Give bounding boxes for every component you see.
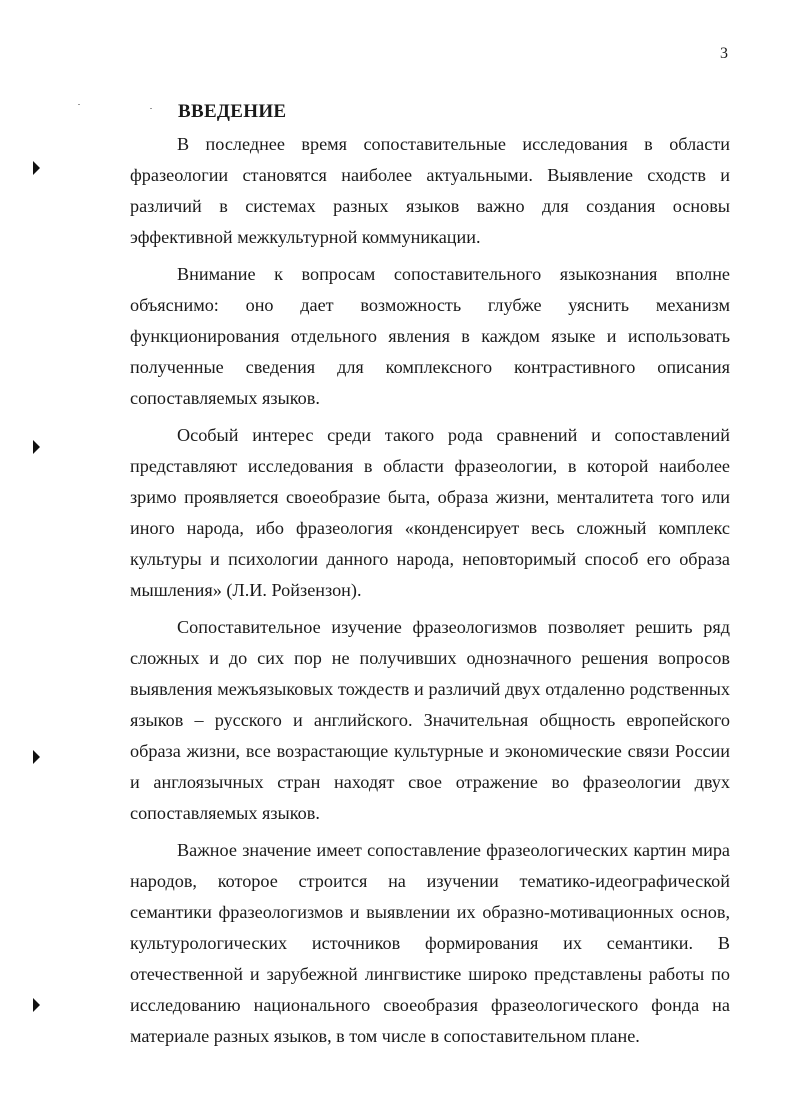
page-number: 3 <box>720 45 728 62</box>
paragraph-3: Особый интерес среди такого рода сравнений и сопоставлений представляют исследования в области фразеологии, в которой наиболее зримо проявляется своеобразие быта, образа жизни, менталитета того или иного народа, ибо фразеология «конденсирует весь сложный комплекс культуры и психологии данного народа, неповторимый способ его образа мышления» (Л.И. Ройзензон). <box>130 425 730 600</box>
margin-mark-1 <box>33 161 40 175</box>
margin-mark-2 <box>33 440 40 454</box>
paragraph-1: В последнее время сопоставительные исследования в области фразеологии становятся наиболее актуальными. Выявление сходств и различий в системах разных языков важно для создания основы эффективной межкультурной коммуникации. <box>130 134 730 247</box>
paragraph-2: Внимание к вопросам сопоставительного языкознания вполне объяснимо: оно дает возможность глубже уяснить механизм функционирования отдельного явления в каждом языке и использовать полученные сведения для комплексного контрастивного описания сопоставляемых языков. <box>130 264 730 408</box>
paragraph-5: Важное значение имеет сопоставление фразеологических картин мира народов, которое строится на изучении тематико-идеографической семантики фразеологизмов и выявлении их образно-мотивационных основ, культурологических источников формирования их семантики. В отечественной и зарубежной лингвистике широко представлены работы по исследованию национального своеобразия фразеологического фонда на материале разных языков, в том числе в сопоставительном плане. <box>130 840 730 1046</box>
paragraph-4: Сопоставительное изучение фразеологизмов позволяет решить ряд сложных и до сих пор не получивших однозначного решения вопросов выявления межъязыковых тождеств и различий двух отдаленно родственных языков – русского и английского. Значительная общность европейского образа жизни, все возрастающие культурные и экономические связи России и англоязычных стран находят свое отражение во фразеологии двух сопоставляемых языков. <box>130 617 730 823</box>
margin-mark-3 <box>33 750 40 764</box>
margin-mark-4 <box>33 998 40 1012</box>
speck-1 <box>78 104 80 105</box>
speck-2 <box>150 108 152 109</box>
body-text <box>130 129 730 1058</box>
page-heading: ВВЕДЕНИЕ <box>178 101 287 122</box>
